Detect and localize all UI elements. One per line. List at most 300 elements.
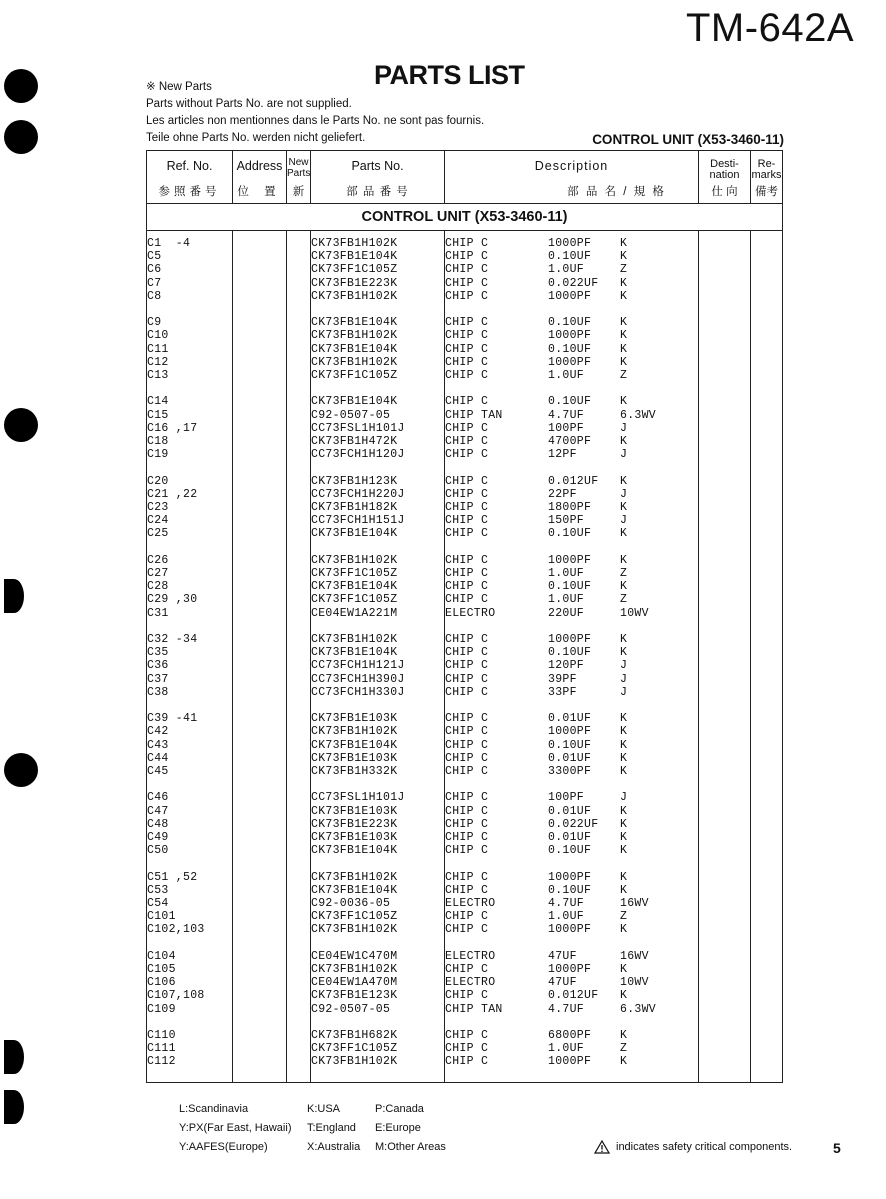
description-line [445,989,698,1002]
remarks-column [751,237,783,1082]
part-type: CHIP C [445,567,489,581]
part-value: 1.0UF [548,910,585,924]
legend-item: L:Scandinavia [179,1103,249,1115]
part-value: 100PF [548,421,585,435]
ref-no: C50 [147,844,169,858]
ref-no: C31 [147,606,169,620]
notes-block [146,79,484,147]
part-rating: 6.3WV [620,408,657,422]
part-value: 3300PF [548,765,592,779]
part-type: CHIP C [445,791,489,805]
description-line [445,659,698,672]
part-value: 1000PF [548,329,592,343]
description-line [445,844,698,857]
part-value: 0.10UF [548,250,592,264]
part-value: 47UF [548,976,577,990]
part-value: 1000PF [548,923,592,937]
part-type: CHIP C [445,263,489,277]
description-line [445,910,698,923]
part-number: CK73FB1H102K [311,1055,398,1069]
note-de: Teile ohne Parts No. werden nicht geliefert. [146,132,366,144]
description-line [445,1042,698,1055]
part-value: 150PF [548,514,585,528]
parts-group [311,712,444,778]
part-value: 33PF [548,685,577,699]
description-line [445,725,698,738]
description-line [445,237,698,250]
part-rating: K [620,474,628,488]
description-line [445,1029,698,1042]
part-rating: K [620,646,628,660]
part-type: CHIP C [445,250,489,264]
part-value: 0.10UF [548,580,592,594]
part-rating: 10WV [620,606,649,620]
part-number: CK73FB1E223K [311,817,398,831]
parts-group [311,316,444,382]
part-value: 4.7UF [548,897,585,911]
ref-no: C6 [147,263,162,277]
ref-no: C105 [147,963,176,977]
part-value: 0.10UF [548,844,592,858]
legend-item: Y:PX(Far East, Hawaii) [179,1122,292,1134]
header-destination: Desti- nation 仕 向 [699,151,751,204]
part-type: CHIP C [445,910,489,924]
ref-group [147,950,232,1016]
ref-no: C1 -4 [147,237,191,250]
legend-item: E:Europe [375,1122,421,1134]
part-number: CK73FB1E104K [311,646,398,660]
header-remarks: Re- marks 備考 [751,151,783,204]
ref-no: C38 [147,685,169,699]
part-value: 120PF [548,659,585,673]
part-rating: K [620,989,628,1003]
ref-group [147,712,232,778]
legend-item: M:Other Areas [375,1141,446,1153]
part-type: CHIP C [445,646,489,660]
part-rating: K [620,963,628,977]
safety-text: indicates safety critical components. [616,1141,793,1153]
destination-legend [179,1100,479,1160]
part-rating: J [620,421,628,435]
part-number: CK73FB1H123K [311,474,398,488]
description-line [445,580,698,593]
part-number: CK73FF1C105Z [311,263,398,277]
description-line [445,435,698,448]
description-line [445,818,698,831]
ref-no: C112 [147,1055,176,1069]
ref-no: C111 [147,1042,176,1056]
ref-no: C53 [147,883,169,897]
part-number: CC73FCH1H121J [311,659,405,673]
description-line [445,343,698,356]
part-number: C92-0036-05 [311,897,391,911]
part-number: CK73FB1H102K [311,725,398,739]
parts-group [311,1029,444,1069]
part-number: CK73FB1E104K [311,883,398,897]
part-type: CHIP C [445,672,489,686]
ref-group [147,316,232,382]
part-type: CHIP C [445,487,489,501]
legend-item: X:Australia [307,1141,361,1153]
part-number: CK73FB1E104K [311,527,398,541]
ref-no: C107,108 [147,989,205,1003]
destination-column [699,237,751,1082]
description-line [445,871,698,884]
part-type: CHIP C [445,831,489,845]
description-line [445,976,698,989]
part-number: CK73FB1H102K [311,633,398,647]
part-type: CHIP C [445,844,489,858]
part-value: 1.0UF [548,1042,585,1056]
part-value: 1000PF [548,237,592,250]
description-line [445,791,698,804]
part-value: 22PF [548,487,577,501]
part-number: CK73FB1E104K [311,580,398,594]
part-number: CK73FB1H102K [311,963,398,977]
part-rating: K [620,1055,628,1069]
part-value: 6800PF [548,1029,592,1043]
part-value: 4700PF [548,435,592,449]
part-value: 1000PF [548,633,592,647]
part-type: ELECTRO [445,949,496,963]
part-type: CHIP C [445,804,489,818]
part-number: CK73FB1H102K [311,355,398,369]
part-rating: 6.3WV [620,1002,657,1016]
part-type: CHIP C [445,342,489,356]
part-rating: K [620,817,628,831]
part-rating: K [620,738,628,752]
part-number: CK73FB1E103K [311,751,398,765]
description-line [445,593,698,606]
part-value: 1000PF [548,725,592,739]
part-number: CK73FB1H102K [311,329,398,343]
description-line [445,395,698,408]
part-number: CK73FB1E104K [311,844,398,858]
part-value: 0.10UF [548,527,592,541]
description-line [445,805,698,818]
part-rating: K [620,289,628,303]
part-type: CHIP C [445,474,489,488]
warning-icon [594,1140,610,1154]
description-line [445,752,698,765]
part-number: CK73FB1E103K [311,804,398,818]
ref-no: C10 [147,329,169,343]
part-value: 1000PF [548,963,592,977]
part-value: 1.0UF [548,567,585,581]
part-value: 1000PF [548,289,592,303]
ref-no: C49 [147,831,169,845]
section-title: CONTROL UNIT (X53-3460-11) [147,204,783,231]
description-line [445,739,698,752]
part-number: CK73FB1H332K [311,765,398,779]
ref-no: C109 [147,1002,176,1016]
description-line [445,250,698,263]
ref-no: C46 [147,791,169,805]
description-line [445,673,698,686]
parts-group [311,475,444,541]
binder-hole [4,408,38,442]
desc-group [445,237,698,303]
part-type: CHIP TAN [445,1002,503,1016]
ref-group [147,475,232,541]
parts-group [311,791,444,857]
ref-no: C18 [147,435,169,449]
ref-no: C102,103 [147,923,205,937]
part-type: CHIP C [445,765,489,779]
binder-hole [4,69,38,103]
table-header-row [147,151,783,204]
part-rating: K [620,923,628,937]
ref-no: C15 [147,408,169,422]
description-line [445,409,698,422]
part-rating: J [620,448,628,462]
part-number: CC73FCH1H390J [311,672,405,686]
part-type: CHIP C [445,817,489,831]
ref-no: C42 [147,725,169,739]
part-type: CHIP C [445,989,489,1003]
part-type: CHIP C [445,329,489,343]
ref-group [147,871,232,937]
ref-no: C43 [147,738,169,752]
part-rating: K [620,844,628,858]
description-line [445,316,698,329]
part-rating: J [620,672,628,686]
part-rating: 10WV [620,976,649,990]
part-value: 0.10UF [548,646,592,660]
part-number: CC73FSL1H101J [311,421,405,435]
part-number: CK73FF1C105Z [311,910,398,924]
desc-group [445,395,698,461]
part-rating: K [620,355,628,369]
binder-hole [4,1090,24,1124]
part-rating: K [620,553,628,567]
part-value: 0.10UF [548,883,592,897]
part-value: 12PF [548,448,577,462]
part-rating: K [620,329,628,343]
part-value: 0.022UF [548,276,599,290]
part-rating: K [620,250,628,264]
ref-no: C25 [147,527,169,541]
description-line [445,646,698,659]
ref-no: C20 [147,474,169,488]
description-line [445,501,698,514]
part-rating: K [620,276,628,290]
part-number: CK73FB1H102K [311,923,398,937]
part-type: CHIP C [445,553,489,567]
ref-no: C29 ,30 [147,593,198,607]
ref-no: C45 [147,765,169,779]
part-rating: Z [620,369,628,383]
part-value: 0.01UF [548,804,592,818]
description-line [445,923,698,936]
part-type: CHIP C [445,276,489,290]
ref-group [147,395,232,461]
ref-no: C110 [147,1029,176,1043]
part-value: 1000PF [548,870,592,884]
ref-no: C104 [147,949,176,963]
part-type: ELECTRO [445,606,496,620]
part-number: CK73FB1H102K [311,237,398,250]
ref-no: C7 [147,276,162,290]
part-rating: K [620,870,628,884]
part-number: CE04EW1A470M [311,976,398,990]
header-address: Address 位 置 [233,151,287,204]
binder-hole [4,120,38,154]
part-type: CHIP C [445,712,489,726]
part-number: CC73FCH1H120J [311,448,405,462]
desc-group [445,316,698,382]
safety-note [594,1140,792,1154]
ref-no: C36 [147,659,169,673]
legend-item: Y:AAFES(Europe) [179,1141,268,1153]
part-rating: J [620,791,628,805]
part-number: CK73FF1C105Z [311,369,398,383]
part-value: 1800PF [548,501,592,515]
part-value: 0.022UF [548,817,599,831]
description-line [445,422,698,435]
part-type: CHIP C [445,738,489,752]
part-rating: K [620,804,628,818]
ref-no: C19 [147,448,169,462]
desc-group [445,712,698,778]
description-line [445,897,698,910]
part-number: CK73FB1E103K [311,831,398,845]
part-type: CHIP C [445,369,489,383]
part-value: 1000PF [548,355,592,369]
part-rating: J [620,659,628,673]
part-value: 100PF [548,791,585,805]
unit-label: CONTROL UNIT (X53-3460-11) [592,132,784,147]
description-line [445,554,698,567]
parts-group [311,633,444,699]
description-line [445,1055,698,1068]
part-type: CHIP C [445,883,489,897]
description-line [445,527,698,540]
part-value: 39PF [548,672,577,686]
parts-group [311,554,444,620]
part-type: CHIP C [445,1029,489,1043]
part-number: CK73FB1E104K [311,316,398,330]
ref-column [147,237,233,1082]
part-type: CHIP C [445,1042,489,1056]
part-number: CK73FB1E223K [311,276,398,290]
part-value: 1000PF [548,1055,592,1069]
part-value: 1.0UF [548,263,585,277]
part-rating: K [620,765,628,779]
part-number: CC73FCH1H330J [311,685,405,699]
legend-item: T:England [307,1122,356,1134]
part-number: CK73FB1H472K [311,435,398,449]
ref-no: C23 [147,501,169,515]
parts-no-column [311,237,445,1082]
part-number: CK73FB1E123K [311,989,398,1003]
description-line [445,1003,698,1016]
ref-no: C51 ,52 [147,870,198,884]
note-fr: Les articles non mentionnes dans le Parts No. ne sont pas fournis. [146,115,485,127]
part-value: 0.10UF [548,316,592,330]
part-rating: K [620,1029,628,1043]
section-title-row [147,204,783,231]
note-new-parts: ※ New Parts [146,81,212,93]
part-value: 0.012UF [548,989,599,1003]
ref-no: C32 -34 [147,633,198,647]
part-type: CHIP C [445,593,489,607]
page-title: PARTS LIST [374,60,525,90]
part-number: CK73FB1H102K [311,289,398,303]
part-value: 0.01UF [548,712,592,726]
part-value: 0.10UF [548,342,592,356]
part-type: CHIP C [445,1055,489,1069]
part-rating: Z [620,910,628,924]
part-number: CK73FB1E104K [311,395,398,409]
part-number: CK73FB1H102K [311,553,398,567]
description-line [445,369,698,382]
ref-no: C12 [147,355,169,369]
part-rating: K [620,751,628,765]
part-type: CHIP C [445,421,489,435]
part-number: CE04EW1C470M [311,949,398,963]
ref-no: C16 ,17 [147,421,198,435]
part-number: CE04EW1A221M [311,606,398,620]
ref-group [147,237,232,303]
part-number: CK73FB1E104K [311,342,398,356]
part-type: CHIP C [445,527,489,541]
part-type: CHIP C [445,316,489,330]
part-rating: K [620,435,628,449]
ref-no: C26 [147,553,169,567]
ref-no: C39 -41 [147,712,198,726]
header-description: Description 部 品 名 / 規 格 [445,151,699,204]
description-line [445,884,698,897]
part-rating: K [620,501,628,515]
part-value: 4.7UF [548,408,585,422]
ref-no: C14 [147,395,169,409]
parts-group [311,950,444,1016]
part-type: CHIP C [445,237,489,250]
part-value: 0.012UF [548,474,599,488]
part-number: CK73FB1H102K [311,870,398,884]
part-value: 1000PF [548,553,592,567]
part-type: CHIP TAN [445,408,503,422]
part-rating: K [620,342,628,356]
desc-group [445,1029,698,1069]
legend-item: K:USA [307,1103,341,1115]
table-body [147,237,783,1082]
part-type: CHIP C [445,580,489,594]
ref-no: C24 [147,514,169,528]
part-type: CHIP C [445,633,489,647]
part-value: 47UF [548,949,577,963]
header-ref: Ref. No. 参照番号 [147,151,233,204]
ref-no: C101 [147,910,176,924]
part-rating: K [620,395,628,409]
address-column [233,237,287,1082]
part-number: CK73FB1E104K [311,250,398,264]
model-number: TM-642A [686,6,854,50]
part-rating: J [620,487,628,501]
description-line [445,277,698,290]
description-line [445,488,698,501]
header-parts-no: Parts No. 部 品 番 号 [311,151,445,204]
description-line [445,950,698,963]
part-value: 0.01UF [548,751,592,765]
ref-no: C5 [147,250,162,264]
part-type: CHIP C [445,923,489,937]
desc-group [445,554,698,620]
desc-group [445,475,698,541]
description-line [445,765,698,778]
header-new: New Parts 新 [287,151,311,204]
